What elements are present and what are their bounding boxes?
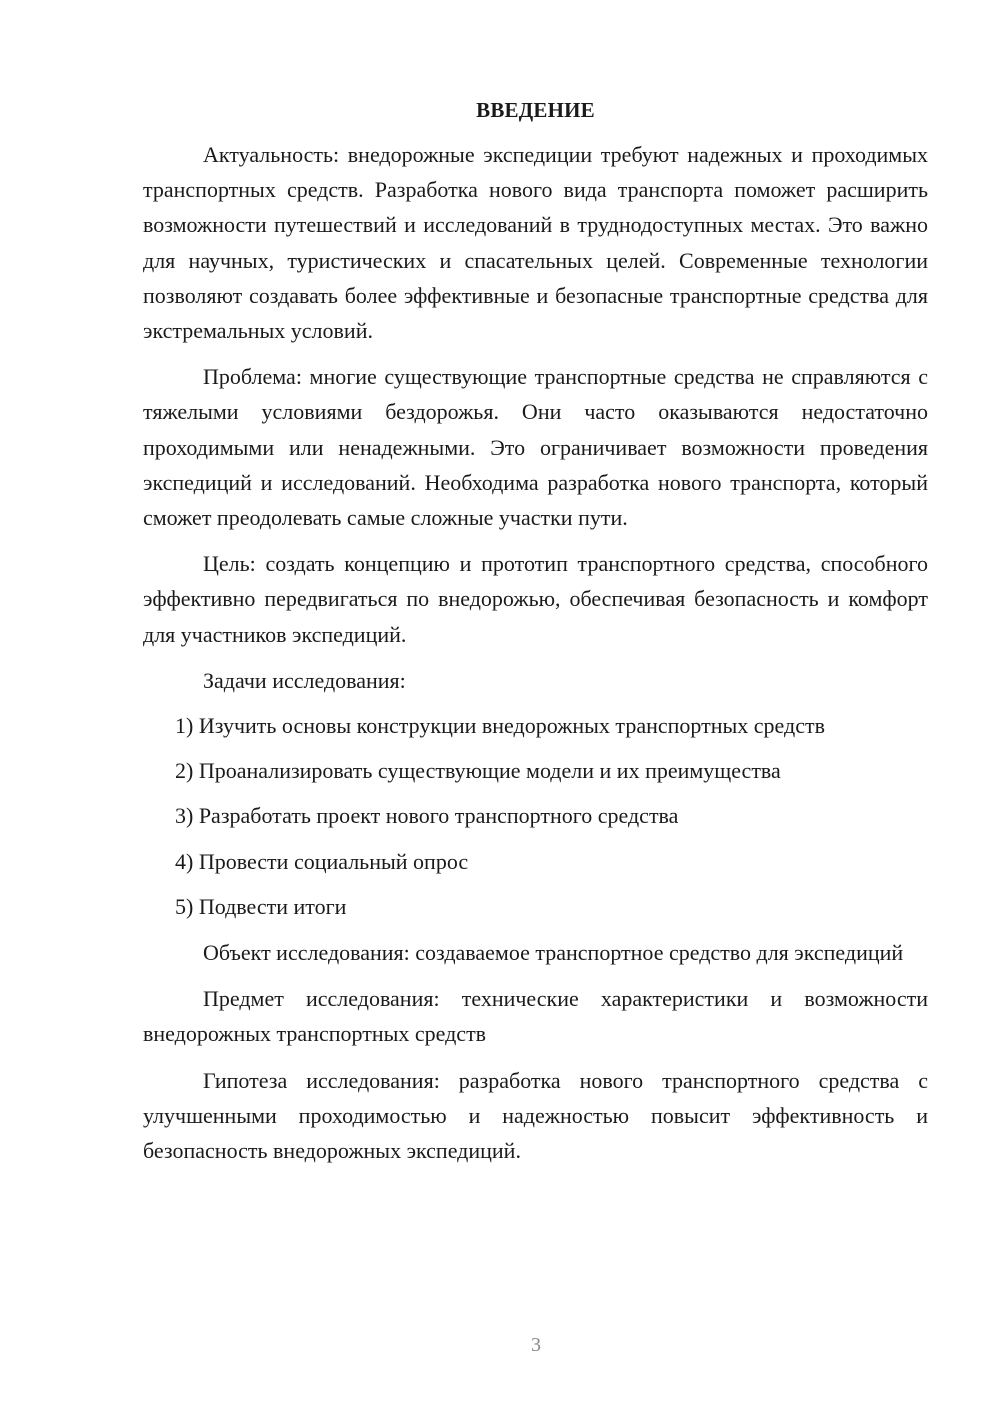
task-item: 3) Разработать проект нового транспортного средства	[175, 803, 679, 829]
task-item: 1) Изучить основы конструкции внедорожных транспортных средств	[175, 713, 825, 739]
object-paragraph: Объект исследования: создаваемое транспортное средство для экспедиций	[203, 940, 904, 966]
document-page	[143, 95, 928, 1168]
relevance-paragraph: Актуальность: внедорожные экспедиции требуют надежных и проходимых транспортных средств. Разработка нового вида транспорта поможет расширить возможности путешествий и исследований в труднодоступных местах. Это важно для научных, туристических и спасательных целей. Современные технологии позволяют создавать более эффективные и безопасные транспортные средства для экстремальных условий.	[143, 142, 928, 344]
tasks-heading: Задачи исследования:	[203, 667, 406, 693]
problem-paragraph: Проблема: многие существующие транспортные средства не справляются с тяжелыми условиями бездорожья. Они часто оказываются недостаточно проходимыми или ненадежными. Это ограничивает возможности проведения экспедиций и исследований. Необходима разработка нового транспорта, который сможет преодолевать самые сложные участки пути.	[143, 364, 928, 531]
subject-paragraph: Предмет исследования: технические характеристики и возможности внедорожных транспортных средств	[143, 986, 928, 1047]
page-title: ВВЕДЕНИЕ	[476, 98, 595, 122]
task-item: 4) Провести социальный опрос	[175, 848, 469, 874]
tasks-list	[143, 708, 928, 924]
task-item: 5) Подвести итоги	[175, 893, 347, 919]
task-item: 2) Проанализировать существующие модели и их преимущества	[175, 758, 781, 784]
hypothesis-paragraph: Гипотеза исследования: разработка нового транспортного средства с улучшенными проходимостью и надежностью повысит эффективность и безопасность внедорожных экспедиций.	[143, 1067, 928, 1164]
goal-paragraph: Цель: создать концепцию и прототип транспортного средства, способного эффективно передвигаться по внедорожью, обеспечивая безопасность и комфорт для участников экспедиций.	[143, 551, 928, 647]
page-number: 3	[531, 1334, 541, 1356]
